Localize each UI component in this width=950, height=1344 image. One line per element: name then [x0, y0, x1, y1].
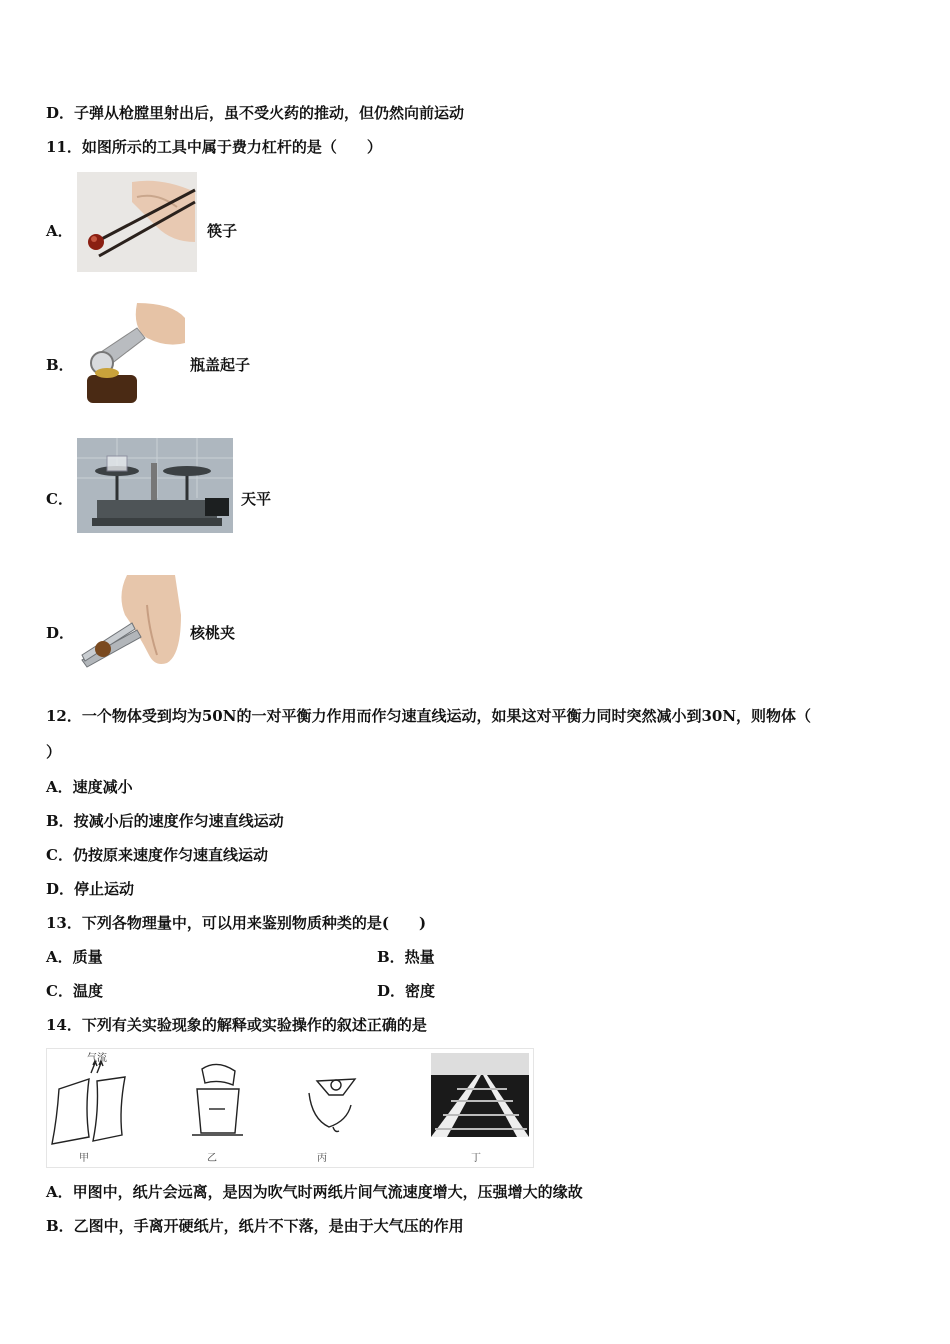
q11-option-c-letter: C． — [46, 490, 73, 508]
caption-jia: 甲 — [79, 1153, 89, 1164]
airflow-label: 气流 — [87, 1053, 107, 1064]
q11-option-d-label: 核桃夹 — [190, 624, 236, 642]
nutcracker-photo-icon — [77, 575, 182, 670]
q12-option-d: D．停止运动 — [46, 880, 135, 898]
q14-option-b: B．乙图中，手离开硬纸片，纸片不下落，是由于大气压的作用 — [46, 1217, 464, 1235]
q13-option-c: C．温度 — [46, 982, 103, 1000]
q11-option-b-label: 瓶盖起子 — [190, 356, 251, 374]
q13-option-d: D．密度 — [377, 982, 436, 1000]
q14-figure — [46, 1048, 534, 1168]
q10-option-d: D．子弹从枪膛里射出后，虽不受火药的推动，但仍然向前运动 — [46, 104, 465, 122]
q12-option-a: A．速度减小 — [46, 778, 133, 796]
q12-option-c: C．仍按原来速度作匀速直线运动 — [46, 846, 268, 864]
railway-tracks-drawing-icon — [431, 1053, 529, 1137]
q11-option-d-letter: D． — [46, 624, 75, 642]
caption-ding: 丁 — [471, 1153, 481, 1164]
q12-option-b: B．按减小后的速度作匀速直线运动 — [46, 812, 284, 830]
caption-yi: 乙 — [207, 1153, 217, 1164]
q14-stem: 14．下列有关实验现象的解释或实验操作的叙述正确的是 — [46, 1016, 427, 1034]
q11-option-c-label: 天平 — [241, 490, 272, 508]
q13-option-a: A．质量 — [46, 948, 103, 966]
q13-stem: 13．下列各物理量中，可以用来鉴别物质种类的是( ) — [46, 914, 427, 932]
q12-stem-line1: 12．一个物体受到均为50N的一对平衡力作用而作匀速直线运动，如果这对平衡力同时突然减小到30N，则物体（ — [46, 707, 812, 725]
caption-bing: 丙 — [317, 1153, 327, 1164]
q11-option-a-letter: A． — [46, 222, 73, 240]
balance-scale-photo-icon — [77, 438, 233, 533]
q11-option-b-letter: B． — [46, 356, 74, 374]
q14-option-a: A．甲图中，纸片会远离，是因为吹气时两纸片间气流速度增大，压强增大的缘故 — [46, 1183, 583, 1201]
q12-stem-line2: ） — [46, 743, 62, 761]
q11-stem: 11．如图所示的工具中属于费力杠杆的是（ ） — [46, 138, 382, 156]
bottle-opener-photo-icon — [77, 303, 187, 403]
q13-option-b: B．热量 — [377, 948, 435, 966]
q11-option-a-label: 筷子 — [207, 222, 238, 240]
chopsticks-photo-icon — [77, 172, 197, 272]
